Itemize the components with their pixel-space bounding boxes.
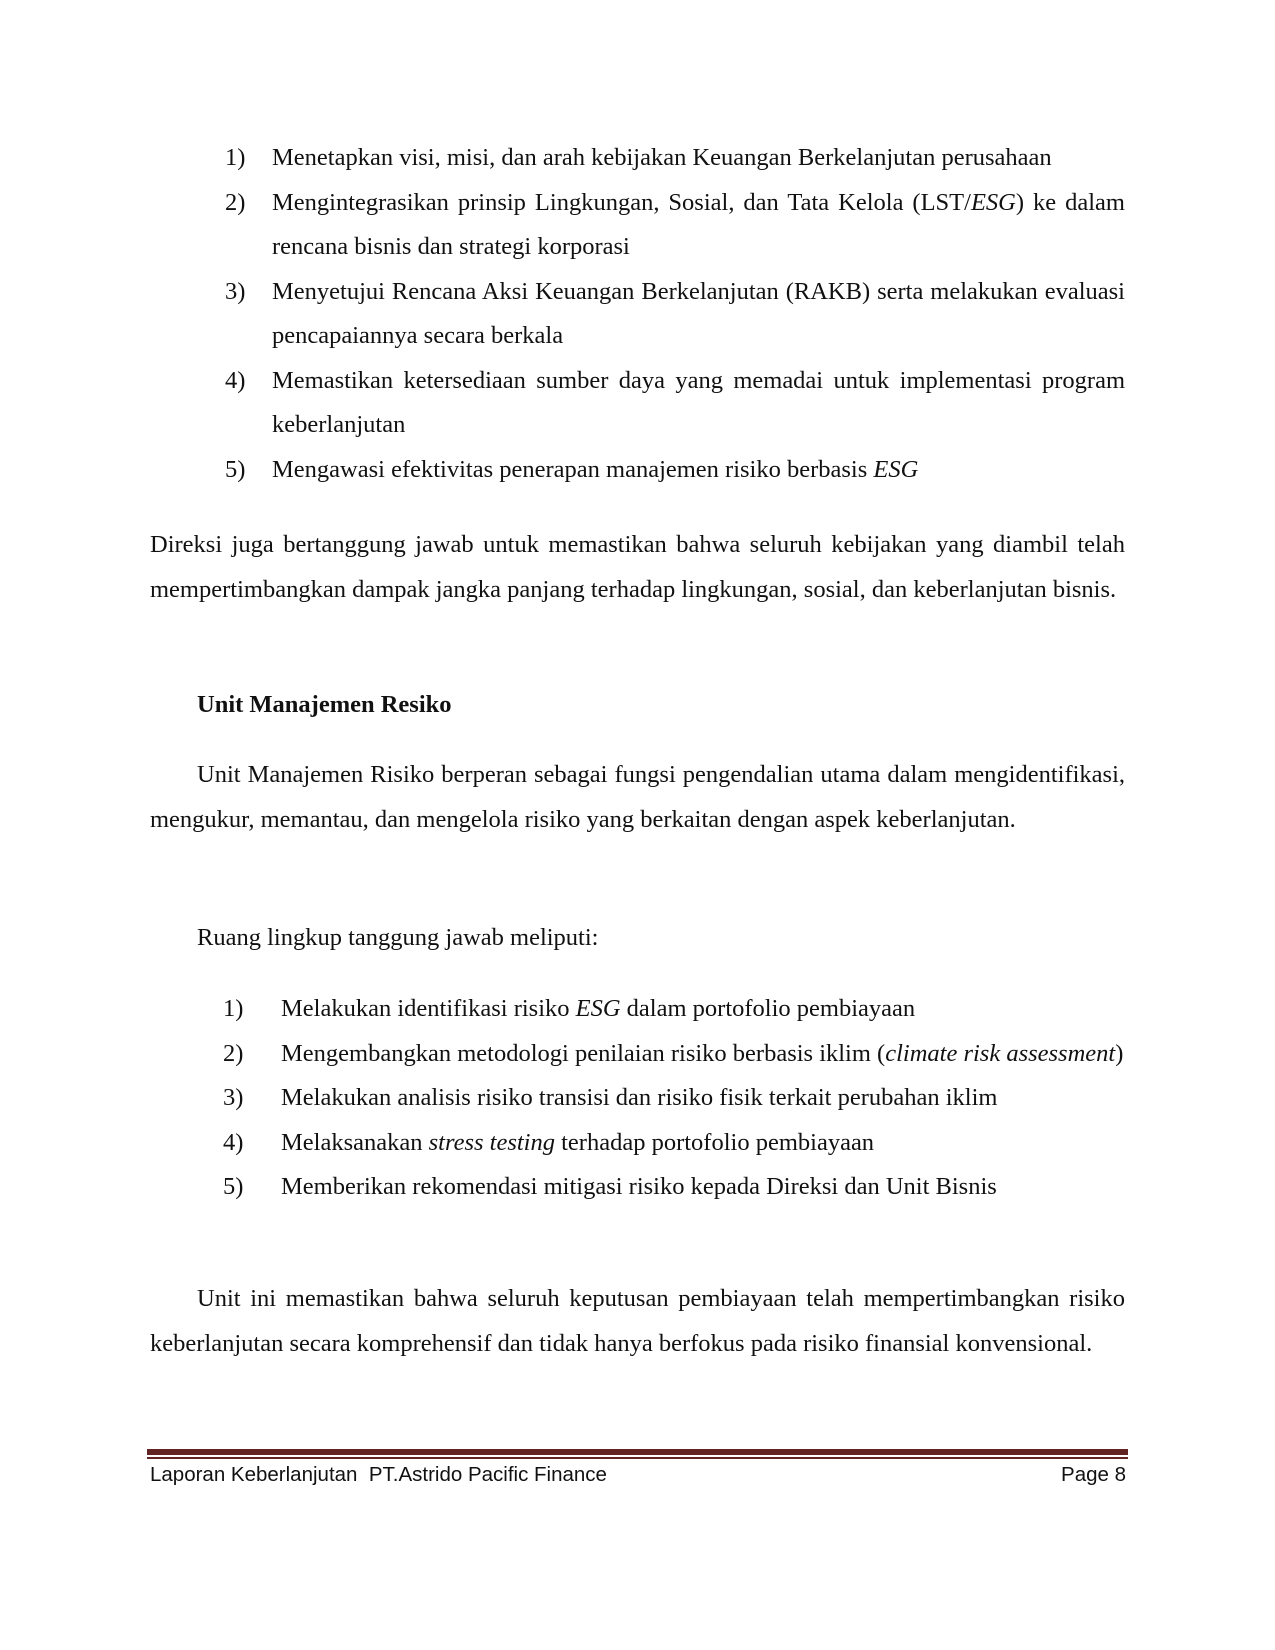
list-item: [225, 359, 1125, 448]
text-run: Melakukan analisis risiko transisi dan risiko fisik terkait perubahan iklim: [281, 1084, 998, 1111]
list-item-number: 1): [223, 995, 244, 1022]
list-item: [223, 987, 1125, 1032]
board-responsibilities-list: [225, 136, 1125, 492]
unit-paragraph: Unit Manajemen Risiko berperan sebagai fungsi pengendalian utama dalam mengidentifikasi, mengukur, memantau, dan mengelola risiko yang berkaitan dengan aspek keberlanjutan.: [150, 761, 1125, 833]
list-item: [223, 1121, 1125, 1166]
text-run: Mengintegrasikan prinsip Lingkungan, Sosial, dan Tata Kelola (LST/: [272, 188, 971, 216]
footer-report-title: Laporan Keberlanjutan PT.Astrido Pacific Finance: [150, 1463, 607, 1486]
list-item-text: [281, 1032, 1125, 1077]
emphasis-text: ESG: [970, 188, 1016, 216]
text-run: ): [1115, 1039, 1124, 1067]
list-item-number: 3): [223, 1084, 244, 1111]
list-item-text: [272, 359, 1125, 448]
list-item: [225, 270, 1125, 359]
risk-unit-scope-list: [223, 987, 1125, 1210]
list-item: [225, 136, 1125, 181]
text-run: terhadap portofolio pembiayaan: [555, 1128, 875, 1156]
list-item: [223, 1165, 1125, 1210]
section-heading: Unit Manajemen Resiko: [197, 691, 452, 718]
footer-rule-thick: [147, 1449, 1128, 1455]
list-item-number: 1): [225, 144, 246, 171]
text-run: Menyetujui Rencana Aksi Keuangan Berkelanjutan (RAKB) serta melakukan evaluasi pencapaiannya secara berkala: [272, 277, 1125, 349]
list-item-text: [272, 136, 1125, 181]
list-item-text: [281, 1165, 1125, 1210]
list-item-number: 2): [225, 188, 246, 216]
scope-intro: Ruang lingkup tanggung jawab meliputi:: [197, 924, 599, 951]
text-run: Menetapkan visi, misi, dan arah kebijakan Keuangan Berkelanjutan perusahaan: [272, 144, 1052, 171]
list-item-text: [272, 270, 1125, 359]
closing-paragraph: Unit ini memastikan bahwa seluruh keputusan pembiayaan telah mempertimbangkan risiko keberlanjutan secara komprehensif dan tidak hanya berfokus pada risiko finansial konvensional.: [150, 1285, 1125, 1357]
list-item-number: 4): [223, 1128, 244, 1156]
list-item-number: 4): [225, 366, 246, 394]
list-item: [223, 1032, 1125, 1077]
list-item: [225, 448, 1125, 493]
emphasis-text: ESG: [575, 995, 621, 1022]
text-run: Memastikan ketersediaan sumber daya yang memadai untuk implementasi program keberlanjutan: [272, 366, 1125, 438]
emphasis-text: ESG: [873, 455, 919, 483]
text-run: Memberikan rekomendasi mitigasi risiko kepada Direksi dan Unit Bisnis: [281, 1173, 997, 1200]
text-run: Mengawasi efektivitas penerapan manajemen risiko berbasis: [272, 455, 874, 483]
emphasis-text: climate risk assessment: [885, 1039, 1116, 1067]
text-run: dalam portofolio pembiayaan: [620, 995, 916, 1022]
list-item-number: 5): [223, 1173, 244, 1200]
direksi-paragraph: Direksi juga bertanggung jawab untuk memastikan bahwa seluruh kebijakan yang diambil telah mempertimbangkan dampak jangka panjang terhadap lingkungan, sosial, dan keberlanjutan bisnis.: [150, 531, 1125, 603]
emphasis-text: stress testing: [428, 1128, 555, 1156]
list-item-number: 2): [223, 1039, 244, 1067]
footer-page-number: Page 8: [1061, 1463, 1126, 1486]
list-item: [225, 181, 1125, 270]
list-item-number: 5): [225, 455, 246, 483]
list-item: [223, 1076, 1125, 1121]
text-run: ) ke dalam rencana bisnis dan strategi korporasi: [272, 188, 1125, 260]
list-item-text: [281, 1076, 1125, 1121]
list-item-text: [272, 181, 1125, 270]
text-run: Melakukan identifikasi risiko: [281, 995, 576, 1022]
list-item-number: 3): [225, 277, 246, 305]
list-item-text: [281, 987, 1125, 1032]
footer-rule-thin: [147, 1457, 1128, 1459]
list-item-text: [272, 448, 1125, 493]
text-run: Melaksanakan: [281, 1128, 429, 1156]
text-run: Mengembangkan metodologi penilaian risiko berbasis iklim (: [281, 1039, 886, 1067]
list-item-text: [281, 1121, 1125, 1166]
